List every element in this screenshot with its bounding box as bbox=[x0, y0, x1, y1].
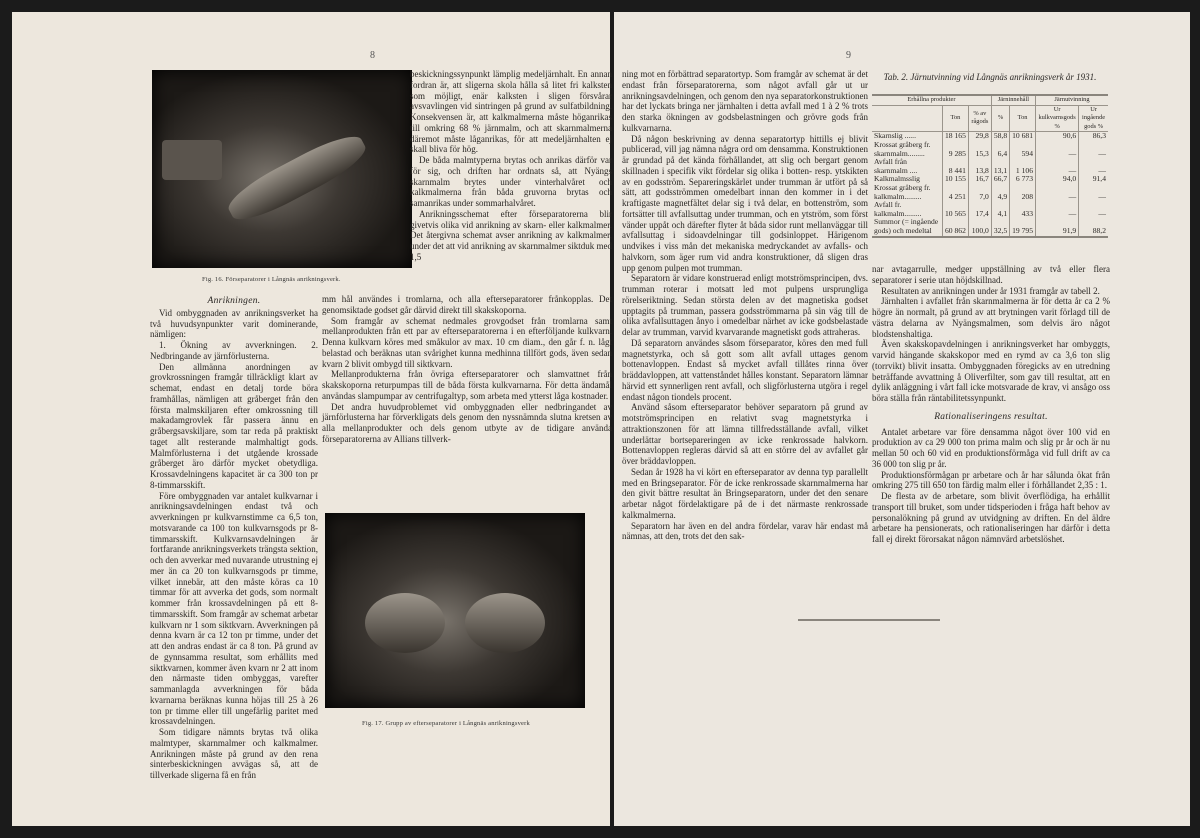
table-group-header: Järninnehåll bbox=[991, 96, 1035, 105]
table-cell: 1 106 bbox=[1010, 158, 1036, 175]
table-cell: 4 251 bbox=[943, 184, 969, 201]
table-cell: — bbox=[1079, 141, 1108, 158]
row-label: Krossat gråberg fr. kalkmalm......... bbox=[874, 182, 931, 201]
row-label: Kalkmalmsslig bbox=[874, 174, 920, 184]
figure-16-photo bbox=[152, 70, 412, 268]
table-cell: — bbox=[1079, 201, 1108, 218]
right-page bbox=[614, 12, 1190, 826]
paragraph: ning mot en förbättrad separatortyp. Som framgår av schemat är det endast från förseparatorerna, som något avfall går ut ur anrikningsavdelningen, och genom den nya separatorkonstruktionen har det lyckats bringa ner järnhalten i detta avfall med 1 à 2 % trots den starka ökningen av godsbelastningen och grövre gods från kulkvarnarna. bbox=[622, 69, 868, 133]
paragraph: Även skakskopavdelningen i anrikningsverket har ombyggts, varvid hängande skakskopor med en rymd av ca 3,6 ton slig (torrvikt) blivit insatta. Ombyggnaden föregicks av en utredning beträffande avvattning å Oliverfilter, som gav till resultat, att en dylik anläggning i vårt fall icke motsvarade de krav, vi ansågo oss böra ställa från räntabilitetssynpunkt. bbox=[872, 339, 1110, 403]
right-column-1 bbox=[622, 69, 868, 542]
table-cell: 433 bbox=[1010, 201, 1036, 218]
table-cell: 208 bbox=[1010, 184, 1036, 201]
table-cell: — bbox=[1079, 158, 1108, 175]
table-row bbox=[872, 158, 1108, 175]
paragraph: mm hål användes i tromlarna, och alla efterseparatorer frånkopplas. Det genomsiktade godset går därvid direkt till skakskoporna. bbox=[322, 294, 612, 315]
table-title: Tab. 2. Järnutvinning vid Långnäs anrikningsverk år 1931. bbox=[883, 72, 1097, 82]
paragraph: De båda malmtyperna brytas och anrikas därför var för sig, och driften har ordnats så, att Nyängs skarnmalm brytes under vinterhalvåret och kalkmalmerna från båda gruvorna brytas och samanrikas under sommarhalvåret. bbox=[410, 155, 612, 208]
table-cell: 19 795 bbox=[1010, 218, 1036, 235]
paragraph: Antalet arbetare var före densamma något över 100 vid en produktion av ca 29 000 ton prima malm och slig pr år och är nu mellan 50 och 60 vid en produktionsförmåga vid full drift av ca 36 000 ton slig pr år. bbox=[872, 426, 1110, 469]
table-sub-header: Ton bbox=[943, 105, 969, 132]
table-cell: 8 441 bbox=[943, 158, 969, 175]
table-sub-header: % av rågods bbox=[968, 105, 991, 132]
paragraph: beskickningssynpunkt lämplig medeljärnhalt. En annan fordran är, att sligerna skola hålla så litet fri kalksten som möjligt, enär kalksten i sligen försvårar avsvavlingen vid sintringen på grund av sulfatbildning. Konsekvensen är, att kalkmalmerna måste höganrikas till omkring 68 % järnmalm, och att skarnmalmerna däremot måste låganrikas, för att medeljärnhalten ej skall bliva för hög. bbox=[410, 69, 612, 155]
left-column-1 bbox=[150, 294, 318, 781]
row-label: Avfall fr. kalkmalm......... bbox=[874, 200, 922, 218]
table-cell: 58,8 bbox=[991, 132, 1009, 141]
table-row bbox=[872, 201, 1108, 218]
left-column-2-lower bbox=[322, 294, 612, 445]
table-cell: 7,0 bbox=[968, 184, 991, 201]
table-row bbox=[872, 184, 1108, 201]
table-cell: 594 bbox=[1010, 141, 1036, 158]
table-cell: — bbox=[1036, 201, 1079, 218]
table-sub-header: Ton bbox=[1010, 105, 1036, 132]
table-cell: — bbox=[1036, 158, 1079, 175]
table-cell: 4,1 bbox=[991, 201, 1009, 218]
paragraph: Separatorn är vidare konstruerad enligt motströmsprincipen, dvs. trumman roterar i motsatt led mot pulpens ursprungliga rörelseriktning. Sedan största delen av det magnetiska godset upptagits på trumman, passera godsströmmarna på sin väg till de olika avfallsuttagen ånyo i omedelbar närhet av icke godsbelastade delar av trumman, varvid kvarvarande magnetiskt gods attraheras. bbox=[622, 273, 868, 337]
paragraph: Mellanprodukterna från övriga efterseparatorer och slamvattnet från skakskoporna returpumpas till de båda första kulkvarnarna. För detta ändamål användas slampumpar av centrifugaltyp, som arbeta med ytterst låga kostnader. bbox=[322, 369, 612, 401]
table-cell: 32,5 bbox=[991, 218, 1009, 235]
figure-16-caption: Fig. 16. Förseparatorer i Långnäs anrikningsverk. bbox=[202, 276, 341, 283]
table-cell: 9 285 bbox=[943, 141, 969, 158]
table-cell: 86,3 bbox=[1079, 132, 1108, 141]
table-cell: 100,0 bbox=[968, 218, 991, 235]
table-cell: — bbox=[1036, 141, 1079, 158]
paragraph: nar avtagarrulle, medger uppställning av två eller flera separatorer i serie utan höjdskillnad. bbox=[872, 264, 1110, 285]
figure-17-caption: Fig. 17. Grupp av efterseparatorer i Långnäs anrikningsverk bbox=[362, 720, 530, 727]
table-cell: 10 565 bbox=[943, 201, 969, 218]
paragraph: Järnhalten i avfallet från skarnmalmerna är för detta år ca 2 % högre än normalt, på grund av att brytningen varit förlagd till de västra delarna av Nyängsmalmen, som delvis äro något blodstenshaltiga. bbox=[872, 296, 1110, 339]
table-sub-header: Ur kulkvarnsgods % bbox=[1036, 105, 1079, 132]
section-heading: Rationaliseringens resultat. bbox=[934, 411, 1048, 422]
paragraph: Som framgår av schemat nedmales grovgodset från tromlarna samt mellanprodukten från ett par av efterseparatorerna i en efterföljande kulkvarn. Denna kulkvarn köres med småkulor av max. 10 cm diam., den går f. n. lågt belastad och beräknas utan svårighet kunna medhinna tillfört gods, även sedan kvarn 2 blivit ombygd till siktkvarn. bbox=[322, 315, 612, 369]
table-cell: 6,4 bbox=[991, 141, 1009, 158]
row-label: Avfall från skarnmalm .... bbox=[874, 157, 918, 175]
iron-recovery-table bbox=[872, 94, 1108, 238]
paragraph: Den allmänna anordningen av grovkrossningen framgår tillräckligt klart av schemat, endast en detalj torde böra framhållas, nämligen att gråberget från den första malmskiljaren efter omkrossning till makadamgrovlek får passera ännu en gråbergsavskiljare, som tar reda på praktiskt taget allt resterande malmhaltigt gods. Malmförlusterna i det utgående krossade gråberget äro därför mycket obetydliga. Krossavdelningens kapacitet är ca 300 ton pr 8-timmarsskift. bbox=[150, 361, 318, 490]
table-cell: 13,8 bbox=[968, 158, 991, 175]
table-cell: 10 681 bbox=[1010, 132, 1036, 141]
right-column-2 bbox=[872, 264, 1110, 545]
row-label: Summor (= ingående gods) och medeltal bbox=[874, 217, 939, 235]
table-cell: 90,6 bbox=[1036, 132, 1079, 141]
table-row bbox=[872, 141, 1108, 158]
section-heading: Anrikningen. bbox=[207, 296, 261, 306]
paragraph: Då någon beskrivning av denna separatortyp hittills ej blivit publicerad, vill jag nämna några ord om densamma. Konstruktionen är grundad på det kända förhållandet, att slig och bergart genom skillnaden i specifik vikt fördelar sig olika i botten- resp. ytskikten av en godsström. Separeringskärlet under trumman är utfört på så sätt, att godsströmmen omedelbart innan den kommer in i det kraftigaste magnetfältet delar sig i två delar, en bottenström, som fortsätter till avfallsuttag under trumman, och en ytström, som först vänder uppåt och därefter flyter åt båda sidor runt mellanväggar till avfallsuttag i sidoavdelningar till godsinloppet. Härigenom undvikes i viss mån det mekaniska medryckandet av avfalls- och halvkorn, som äger rum vid andra konstruktioner, då sligen dras upp genom pulpen mot trumman. bbox=[622, 133, 868, 273]
divider bbox=[870, 619, 940, 621]
row-label: Krossat gråberg fr. skarnmalm......... bbox=[874, 139, 931, 158]
divider bbox=[798, 619, 870, 621]
table-cell: 91,9 bbox=[1036, 218, 1079, 235]
table-sub-header: Ur ingående gods % bbox=[1079, 105, 1108, 132]
table-cell: 17,4 bbox=[968, 201, 991, 218]
paragraph: Använd såsom efterseparator behöver separatorn på grund av motströmsprincipen en relativt svag magnetstyrka i attraktionszonen för att lämna tillfredsställande avfall, vilket underlättar bortsepareringen av icke renkrossade halvkorn. Bottenavloppen regleras därvid så att en större del av avfallet går över bräddavloppen. bbox=[622, 402, 868, 466]
figure-17-photo bbox=[325, 513, 585, 708]
table-cell: 29,8 bbox=[968, 132, 991, 141]
table-cell: — bbox=[1036, 184, 1079, 201]
table-cell: 4,9 bbox=[991, 184, 1009, 201]
table-cell: 66,7 bbox=[991, 175, 1009, 184]
table-cell: 6 773 bbox=[1010, 175, 1036, 184]
paragraph: Separatorn har även en del andra fördelar, varav här endast må nämnas, att den, trots det den sak- bbox=[622, 520, 868, 542]
paragraph: Anrikningsschemat efter förseparatorerna blir givetvis olika vid anrikning av skarn- eller kalkmalmer. Det återgivna schemat avser anrikning av kalkmalmer, under det att vid anrikning av skarnmalmer siktduk med 1,5 bbox=[410, 208, 612, 262]
page-number: 9 bbox=[846, 50, 851, 61]
table-cell: 88,2 bbox=[1079, 218, 1108, 235]
table-cell: 16,7 bbox=[968, 175, 991, 184]
left-page bbox=[12, 12, 610, 826]
table-cell: 10 155 bbox=[943, 175, 969, 184]
paragraph: Vid ombyggnaden av anrikningsverket ha två huvudsynpunkter varit dominerande, nämligen: bbox=[150, 307, 318, 340]
table-cell: 13,1 bbox=[991, 158, 1009, 175]
table-group-header: Järnutvinning bbox=[1036, 96, 1108, 105]
left-column-2-upper bbox=[410, 69, 612, 263]
paragraph: Sedan år 1928 ha vi kört en efterseparator av denna typ parallellt med en Bringseparator. För de icke renkrossade skarnmalmerna har den givit bättre resultat än Bringseparatorn, under det den senare arbetar något fördelaktigare på de i det närmaste renkrossade kalkmalmerna. bbox=[622, 466, 868, 520]
table-cell: 94,0 bbox=[1036, 175, 1079, 184]
paragraph: 1. Ökning av avverkningen. 2. Nedbringande av järnförlusterna. bbox=[150, 340, 318, 361]
paragraph: Resultaten av anrikningen under år 1931 framgår av tabell 2. bbox=[881, 285, 1100, 296]
table-sub-header: % bbox=[991, 105, 1009, 132]
paragraph: Före ombyggnaden var antalet kulkvarnar i anrikningsavdelningen endast två och avverkningen pr kulkvarnstimme ca 6,5 ton, motsvarande ca 100 ton kulkvarnsgods pr 8-timmarsskift. Kulkvarnsavdelningen är fortfarande anrikningsverkets trängsta sektion, och den avverkar med nuvarande utrustning ej mer än ca 20 ton kulkvarnsgods pr timme, vilket innebär, att den måste köras ca 10 timmar för att avverka det gods, som normalt kommer från krossavdelningen på ett 8-timmarsskift. Som framgår av schemat arbetar kulkvarn nr 1 som siktkvarn. Avverkningen på denna kvarn är ca 12 ton pr timme, under det att den andras endast är ca 8 ton. På grund av de gynnsamma resultat, som erhållits med siktkvarnen, kommer även kvarn nr 2 att inom den närmaste tiden ombyggas, varefter sammanlagda avverkningen för båda kvarnarna beräknas kunna höjas till 25 à 26 ton pr timme eller till ungefärlig paritet med krossavdelningen. bbox=[150, 490, 318, 727]
page-number: 8 bbox=[370, 50, 375, 61]
table-cell: 60 862 bbox=[943, 218, 969, 235]
table-cell: 15,3 bbox=[968, 141, 991, 158]
paragraph: Det andra huvudproblemet vid ombyggnaden eller nedbringandet av järnförlusterna har förverkligats dels genom den nyssnämnda slutna kretsen av alla mellanprodukter och dels genom utbyte av de tidigare använda förseparatorerna av Allians tillverk- bbox=[322, 401, 612, 444]
table-cell: — bbox=[1079, 184, 1108, 201]
paragraph: Då separatorn användes såsom förseparator, köres den med full magnetstyrka, och så gott som allt avfall uttages genom bottenavloppen. Endast så mycket avfall tillåtes rinna över bräddavloppen, att vattenståndet hålles konstant. Separatorn lämnar härvid ett synnerligen rent avfall, och sligförlusterna utgöra i regel endast någon tiondels procent. bbox=[622, 337, 868, 402]
paragraph: Som tidigare nämnts brytas två olika malmtyper, skarnmalmer och kalkmalmer. Anrikningen måste på grund av den rena sinterbeskickningen avvägas så, att de tillverkade sligerna få en från bbox=[150, 727, 318, 780]
paragraph: De flesta av de arbetare, som blivit överflödiga, ha erhållit transport till bruket, som under tidsperioden i fråga haft behov av personalökning på grund av utvidgning av driften. En del äldre arbetare ha pensionerats, och rationaliseringen har därför i detta fall ej direkt förorsakat någon nämnvärd arbetslöshet. bbox=[872, 491, 1110, 544]
table-row bbox=[872, 218, 1108, 235]
table-cell: 91,4 bbox=[1079, 175, 1108, 184]
paragraph: Produktionsförmågan pr arbetare och år har sålunda ökat från omkring 275 till 650 ton färdig malm eller i förhållandet 2,35 : 1. bbox=[872, 469, 1110, 491]
table-cell: 18 165 bbox=[943, 132, 969, 141]
table-group-header: Erhållna produkter bbox=[872, 96, 991, 105]
row-label: Skarnslig ...... bbox=[874, 131, 916, 141]
